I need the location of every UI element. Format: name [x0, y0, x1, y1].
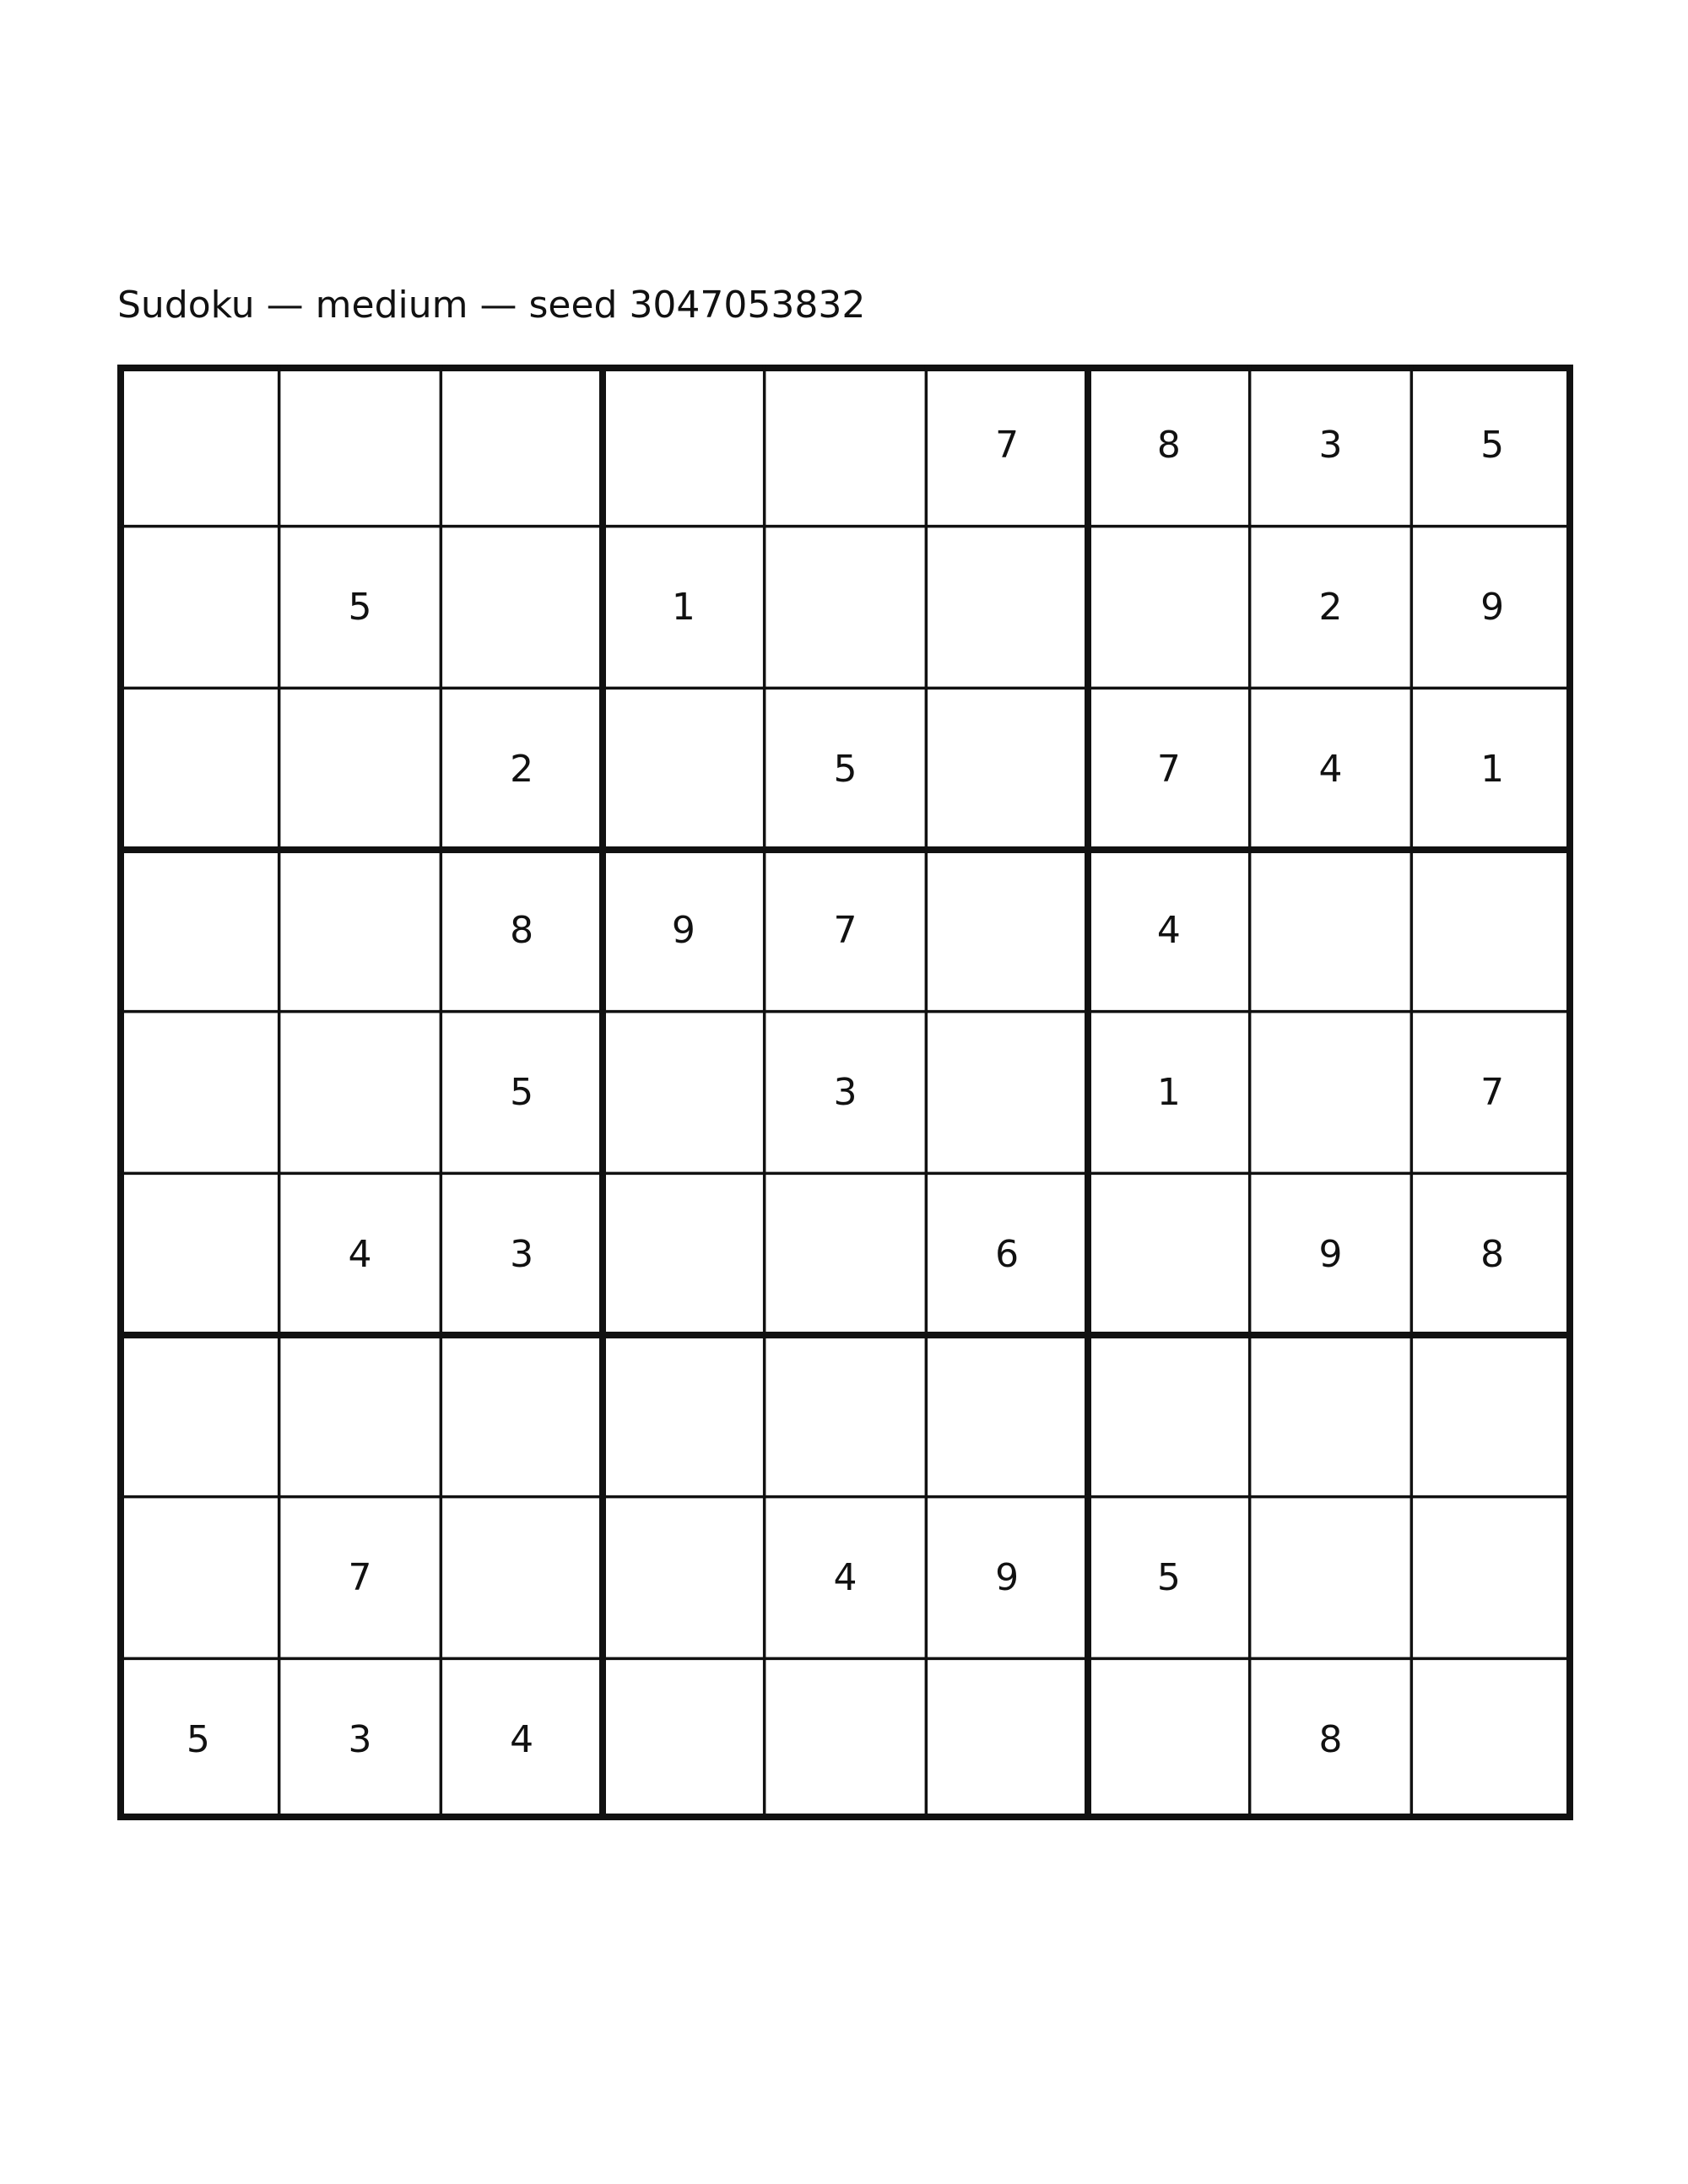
sudoku-cell-r7-c4[interactable]: [603, 1335, 765, 1497]
sudoku-cell-r3-c1[interactable]: [117, 688, 279, 850]
sudoku-cell-r3-c6[interactable]: [926, 688, 1088, 850]
sudoku-cell-r8-c5[interactable]: 4: [833, 1555, 858, 1599]
sudoku-cell-r4-c2[interactable]: [279, 850, 441, 1012]
sudoku-cell-r6-c8[interactable]: 9: [1318, 1232, 1343, 1276]
sudoku-cell-r3-c5[interactable]: 5: [833, 747, 858, 791]
sudoku-cell-r2-c1[interactable]: [117, 527, 279, 689]
sudoku-cell-r4-c7[interactable]: 4: [1156, 909, 1181, 953]
sudoku-cell-r8-c1[interactable]: [117, 1497, 279, 1659]
sudoku-cell-r2-c2[interactable]: 5: [348, 585, 372, 629]
sudoku-cell-r1-c7[interactable]: 8: [1156, 424, 1181, 468]
sudoku-cell-r8-c9[interactable]: [1411, 1497, 1573, 1659]
sudoku-cell-r6-c3[interactable]: 3: [510, 1232, 534, 1276]
sudoku-cell-r8-c2[interactable]: 7: [348, 1555, 372, 1599]
sudoku-cell-r9-c8[interactable]: 8: [1318, 1717, 1343, 1761]
sudoku-cell-r2-c7[interactable]: [1088, 527, 1250, 689]
sudoku-cell-r6-c9[interactable]: 8: [1480, 1232, 1505, 1276]
sudoku-cell-r4-c5[interactable]: 7: [833, 909, 858, 953]
sudoku-cell-r2-c9[interactable]: 9: [1480, 585, 1505, 629]
sudoku-cell-r7-c9[interactable]: [1411, 1335, 1573, 1497]
sudoku-cell-r7-c8[interactable]: [1250, 1335, 1412, 1497]
sudoku-cell-r4-c1[interactable]: [117, 850, 279, 1012]
sudoku-cell-r9-c9[interactable]: [1411, 1658, 1573, 1820]
sudoku-cell-r5-c6[interactable]: [926, 1012, 1088, 1174]
sudoku-cell-r3-c8[interactable]: 4: [1318, 747, 1343, 791]
sudoku-cell-r2-c8[interactable]: 2: [1318, 585, 1343, 629]
sudoku-cell-r2-c5[interactable]: [765, 527, 927, 689]
sudoku-cell-r4-c9[interactable]: [1411, 850, 1573, 1012]
sudoku-cell-r6-c7[interactable]: [1088, 1173, 1250, 1335]
sudoku-cell-r9-c2[interactable]: 3: [348, 1717, 372, 1761]
sudoku-cell-r1-c4[interactable]: [603, 365, 765, 527]
sudoku-cell-r3-c9[interactable]: 1: [1480, 747, 1505, 791]
sudoku-cell-r5-c5[interactable]: 3: [833, 1070, 858, 1114]
sudoku-cell-r4-c4[interactable]: 9: [671, 909, 695, 953]
sudoku-cell-r9-c5[interactable]: [765, 1658, 927, 1820]
sudoku-cell-r3-c2[interactable]: [279, 688, 441, 850]
sudoku-cell-r4-c6[interactable]: [926, 850, 1088, 1012]
sudoku-cell-r9-c7[interactable]: [1088, 1658, 1250, 1820]
sudoku-cell-r7-c1[interactable]: [117, 1335, 279, 1497]
sudoku-cell-r1-c5[interactable]: [765, 365, 927, 527]
sudoku-cell-r2-c3[interactable]: [441, 527, 603, 689]
sudoku-cell-r4-c8[interactable]: [1250, 850, 1412, 1012]
sudoku-cell-r6-c1[interactable]: [117, 1173, 279, 1335]
sudoku-cell-r2-c6[interactable]: [926, 527, 1088, 689]
sudoku-cell-r4-c3[interactable]: 8: [510, 909, 534, 953]
sudoku-cell-r7-c6[interactable]: [926, 1335, 1088, 1497]
sudoku-cell-r6-c4[interactable]: [603, 1173, 765, 1335]
sudoku-cell-r5-c1[interactable]: [117, 1012, 279, 1174]
sudoku-cell-r5-c4[interactable]: [603, 1012, 765, 1174]
sudoku-cell-r9-c1[interactable]: 5: [186, 1717, 210, 1761]
sudoku-cell-r1-c2[interactable]: [279, 365, 441, 527]
sudoku-cell-r9-c4[interactable]: [603, 1658, 765, 1820]
sudoku-cell-r5-c3[interactable]: 5: [510, 1070, 534, 1114]
sudoku-cell-r1-c3[interactable]: [441, 365, 603, 527]
sudoku-cell-r7-c3[interactable]: [441, 1335, 603, 1497]
sudoku-cell-r6-c5[interactable]: [765, 1173, 927, 1335]
page-title: Sudoku — medium — seed 3047053832: [117, 284, 866, 327]
sudoku-cell-r8-c3[interactable]: [441, 1497, 603, 1659]
sudoku-cell-r6-c2[interactable]: 4: [348, 1232, 372, 1276]
sudoku-cell-r7-c7[interactable]: [1088, 1335, 1250, 1497]
sudoku-cell-r5-c8[interactable]: [1250, 1012, 1412, 1174]
sudoku-cell-r8-c7[interactable]: 5: [1156, 1555, 1181, 1599]
sudoku-cell-r8-c4[interactable]: [603, 1497, 765, 1659]
sudoku-cell-r5-c7[interactable]: 1: [1156, 1070, 1181, 1114]
sudoku-cell-r2-c4[interactable]: 1: [671, 585, 695, 629]
sudoku-cell-r5-c9[interactable]: 7: [1480, 1070, 1505, 1114]
sudoku-cell-r8-c6[interactable]: 9: [995, 1555, 1020, 1599]
sudoku-cell-r7-c2[interactable]: [279, 1335, 441, 1497]
sudoku-cell-r7-c5[interactable]: [765, 1335, 927, 1497]
sudoku-cell-r1-c1[interactable]: [117, 365, 279, 527]
sudoku-cell-r3-c7[interactable]: 7: [1156, 747, 1181, 791]
sudoku-cell-r1-c6[interactable]: 7: [995, 424, 1020, 468]
sudoku-cell-r5-c2[interactable]: [279, 1012, 441, 1174]
sudoku-cell-r1-c8[interactable]: 3: [1318, 424, 1343, 468]
sudoku-cell-r9-c3[interactable]: 4: [510, 1717, 534, 1761]
sudoku-cell-r6-c6[interactable]: 6: [995, 1232, 1020, 1276]
sudoku-board: [117, 365, 1573, 1820]
sudoku-cell-r3-c4[interactable]: [603, 688, 765, 850]
sudoku-cell-r8-c8[interactable]: [1250, 1497, 1412, 1659]
sudoku-cell-r1-c9[interactable]: 5: [1480, 424, 1505, 468]
sudoku-cell-r9-c6[interactable]: [926, 1658, 1088, 1820]
sudoku-cell-r3-c3[interactable]: 2: [510, 747, 534, 791]
